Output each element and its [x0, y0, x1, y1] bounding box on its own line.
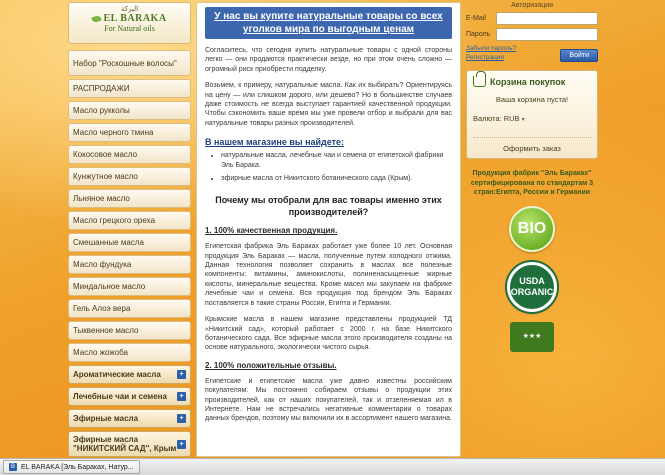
currency-selector[interactable] — [473, 114, 591, 123]
sidebar-section-15[interactable] — [68, 387, 191, 406]
sidebar-item-label: Кунжутное масло — [73, 172, 138, 181]
sidebar-item-7[interactable] — [68, 211, 191, 230]
sidebar — [68, 2, 191, 460]
forgot-password-link[interactable]: Забыли пароль? — [466, 45, 517, 52]
offer-list — [205, 151, 452, 184]
email-field[interactable] — [496, 12, 598, 25]
taskbar — [0, 458, 665, 475]
sidebar-item-label: Эфирные масла — [73, 414, 139, 423]
chevron-down-icon[interactable]: ▾ — [521, 117, 525, 123]
eu-organic-badge — [510, 322, 554, 352]
quality-paragraph-1: Египетская фабрика Эль Бараках работает уже более 10 лет. Основная продукция Эль Бараках — масла, полученные путем холодного отжима. Данная технология позволяет сохранить в маслах все полезные компоненты: витамины, аминокислоты, полиненасыщенные жирные кислоты, минеральные вещества. Кроме масел мы закупаем на фабрике лечебные чаи и семена. Вся продукция под брендом Эль Бараках поставляется в такие страны России, Египта и Германии. — [205, 243, 452, 307]
auth-box — [466, 2, 598, 62]
password-label: Пароль — [466, 31, 491, 38]
auth-links — [466, 44, 516, 62]
sidebar-item-11[interactable] — [68, 299, 191, 318]
intro-paragraph-2: Возьмем, к примеру, натуральные масла. Как их выбирать? Ориентируясь на цену — или слишком дорого, или дешево? Но в большинстве случаев даже стоимость не всегда выступает гарантией качественной продукции. Чтобы сэкономить ваше время мы уже провели отбор и выбрали для вас натуральные товары разных производителей. — [205, 82, 452, 127]
favicon-icon: B — [10, 464, 15, 470]
sidebar-item-label: Льняное масло — [73, 194, 130, 203]
sidebar-item-1[interactable] — [68, 79, 191, 98]
expand-icon[interactable]: + — [177, 414, 186, 423]
auth-title: Авторизация — [511, 2, 553, 9]
cart-title-row — [473, 76, 591, 87]
intro-paragraph-1: Согласитесь, что сегодня купить натуральные товары с одной стороны легко — они продаются практически везде, но при этом очень сложно — огромный риск приобрести подделку. — [205, 47, 452, 73]
login-button[interactable]: Войти — [560, 49, 598, 62]
sidebar-item-label: Лечебные чаи и семена — [73, 392, 167, 401]
sidebar-item-label: Смешанные масла — [73, 238, 144, 247]
sidebar-item-label: Эфирные масла "НИКИТСКИЙ САД", Крым — [73, 435, 177, 453]
sidebar-item-2[interactable] — [68, 101, 191, 120]
expand-icon[interactable]: + — [177, 440, 186, 449]
cart-panel — [466, 70, 598, 159]
sidebar-item-12[interactable] — [68, 321, 191, 340]
sidebar-item-label: Ароматические масла — [73, 370, 161, 379]
sidebar-item-13[interactable] — [68, 343, 191, 362]
logo-tagline: For Natural oils — [104, 24, 155, 33]
sidebar-item-6[interactable] — [68, 189, 191, 208]
sidebar-item-10[interactable] — [68, 277, 191, 296]
sidebar-item-label: РАСПРОДАЖИ — [73, 84, 130, 93]
usda-line2: ORGANIC — [510, 286, 554, 297]
sidebar-item-label: Масло грецкого ореха — [73, 216, 156, 225]
sidebar-item-label: Тыквенное масло — [73, 326, 139, 335]
section-heading-find: В нашем магазине вы найдете: — [205, 137, 345, 148]
quality-paragraph-2: Крымские масла в нашем магазине представлены продукцией ТД «Никитский сад», который работает с 2000 г. на базе Никитского ботанического сада. Все эфирные масла этого производителя созданы на основе натурального, экологически чистого сырья. — [205, 316, 452, 352]
list-item: • эфирные масла от Никитского ботанического сада (Крым). — [221, 174, 452, 184]
sidebar-item-0[interactable] — [68, 50, 191, 76]
currency-value: RUB — [503, 114, 520, 123]
taskbar-window-label: EL BARAKA [Эль Бараках, Натур... — [21, 463, 134, 471]
leaf-icon — [92, 14, 103, 23]
expand-icon[interactable]: + — [177, 370, 186, 379]
password-field[interactable] — [496, 28, 598, 41]
checkout-link[interactable]: Оформить заказ — [473, 137, 591, 153]
auth-actions — [466, 44, 598, 62]
sidebar-item-8[interactable] — [68, 233, 191, 252]
subheading-reviews: 2. 100% положительные отзывы. — [205, 360, 337, 370]
sidebar-item-label: Миндальное масло — [73, 282, 146, 291]
reviews-paragraph: Египетские и египетские масла уже давно известны российским покупателям. Мы постоянно собираем отзывы о продукции этих производителей, как от наших покупателей, так и отзеленяемая ил в Интернете. Нам не встречались негативные комментарии о товарах данных брендов, поэтому мы включили их в ассортимент нашего магазина. — [205, 377, 452, 423]
usda-line1: USDA — [519, 275, 545, 286]
sidebar-item-label: Гель Алоэ вера — [73, 304, 131, 313]
sidebar-item-label: Набор "Роскошные волосы" — [73, 58, 177, 68]
page-banner[interactable]: У нас вы купите натуральные товары со всех уголков мира по выгодным ценам — [205, 7, 452, 39]
sidebar-section-16[interactable] — [68, 409, 191, 428]
sidebar-item-label: Масло фундука — [73, 260, 132, 269]
currency-label: Валюта: — [473, 114, 502, 123]
sidebar-item-9[interactable] — [68, 255, 191, 274]
taskbar-window-button[interactable] — [3, 460, 140, 474]
right-sidebar — [466, 2, 598, 352]
sidebar-item-label: Кокосовое масло — [73, 150, 138, 159]
sidebar-item-label: Масло жожоба — [73, 348, 128, 357]
cart-title: Корзина покупок — [490, 76, 566, 87]
certification-badges — [466, 206, 598, 352]
sidebar-item-5[interactable] — [68, 167, 191, 186]
bio-badge: BIO — [509, 206, 555, 252]
sidebar-section-17[interactable] — [68, 431, 191, 457]
expand-icon[interactable]: + — [177, 392, 186, 401]
register-link[interactable]: Регистрация — [466, 54, 504, 61]
email-row — [466, 12, 598, 25]
logo-name: EL BARAKA — [69, 13, 190, 24]
sidebar-item-4[interactable] — [68, 145, 191, 164]
site-logo[interactable] — [68, 2, 191, 44]
category-nav — [68, 50, 191, 457]
list-item: • натуральные масла, лечебные чаи и семена от египетской фабрики Эль Барака. — [221, 151, 452, 171]
usda-organic-badge — [507, 262, 557, 312]
cart-empty-text: Ваша корзина пуста! — [495, 95, 569, 104]
main-content — [196, 2, 461, 457]
subheading-quality: 1. 100% качественная продукция. — [205, 226, 338, 236]
logo-arabic-text: البركة — [120, 5, 139, 13]
sidebar-item-label: Масло черного тмина — [73, 128, 154, 137]
email-label: E-Mail — [466, 15, 486, 22]
certification-text: Продукция фабрик "Эль Бараках" сертифицирована по стандартам 3 стран:Египта, России и Германии — [470, 170, 594, 196]
sidebar-item-label: Масло рукколы — [73, 106, 130, 115]
cart-icon — [473, 76, 486, 87]
sidebar-section-14[interactable] — [68, 365, 191, 384]
sidebar-item-3[interactable] — [68, 123, 191, 142]
password-row — [466, 28, 598, 41]
section-heading-why: Почему мы отобрали для вас товары именно этих производителей? — [215, 195, 442, 218]
eu-leaf-icon: ★★★ — [522, 332, 542, 340]
